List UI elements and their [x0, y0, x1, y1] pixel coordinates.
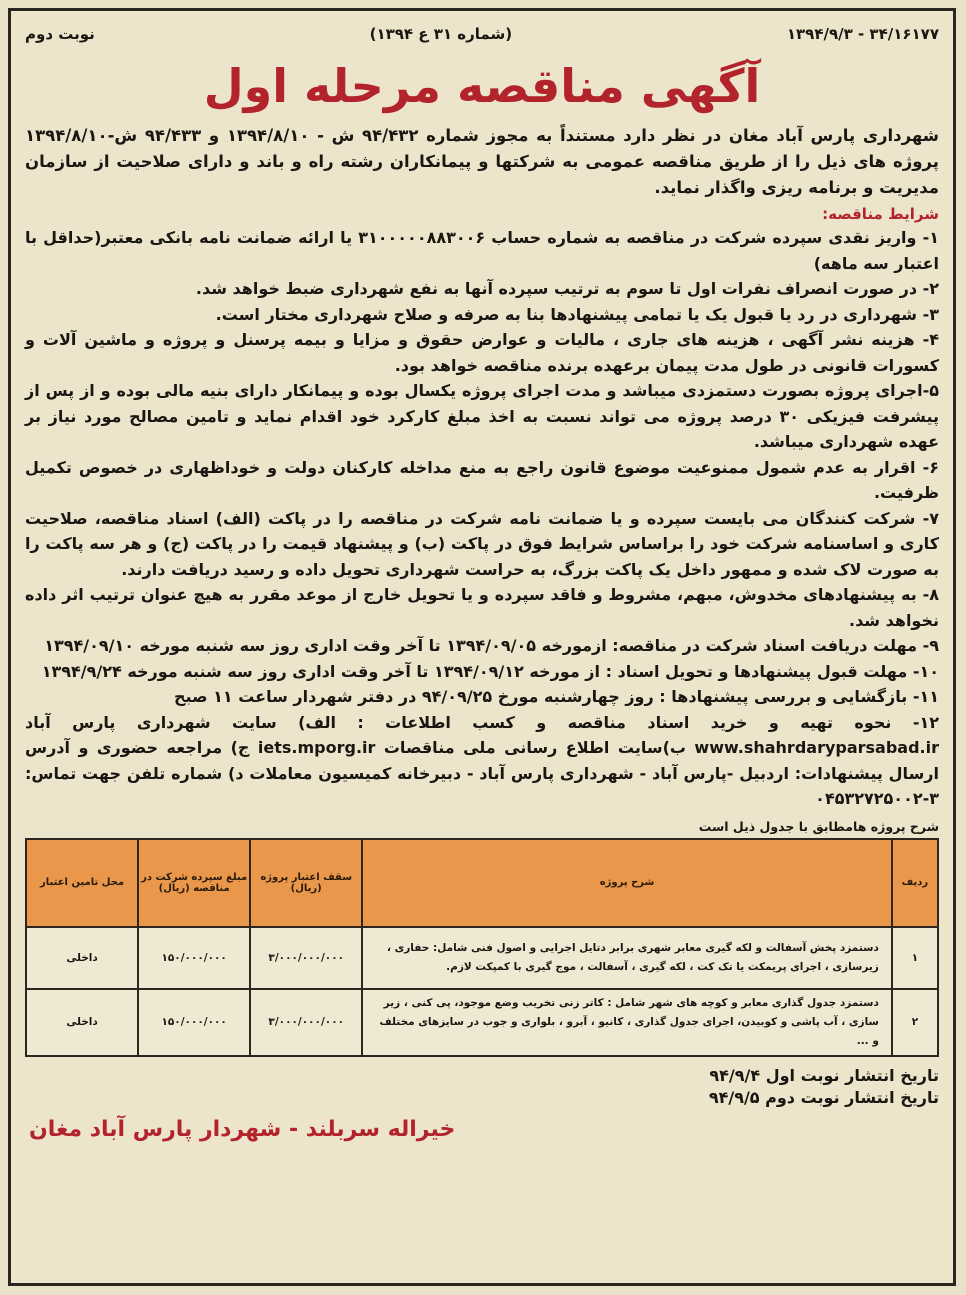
condition-item: ۴- هزینه نشر آگهی ، هزینه های جاری ، مالیات و عوارض حقوق و مزایا و بیمه پرسنل و پروژه و ماشین آلات و کسورات قانونی در طول مدت پیمان برعهده برنده مناقصه خواهد بود.	[25, 330, 939, 375]
header-funding-source: محل تامین اعتبار	[26, 839, 138, 927]
header-row-number: ردیف	[892, 839, 938, 927]
notice-title: آگهی مناقصه مرحله اول	[203, 59, 761, 113]
condition-item: ۱۲- نحوه تهیه و خرید اسناد مناقصه و کسب اطلاعات : الف) سایت شهرداری پارس آباد www.shahrdaryparsabad.ir ب)سایت اطلاع رسانی ملی مناقصات iets.mporg.ir ج) مراجعه حضوری و آدرس ارسال پیشنهادات: اردبیل -پارس آباد - شهرداری پارس آباد - دبیرخانه کمیسیون معاملات د) شماره تلفن جهت تماس: ۳-۰۴۵۳۲۷۲۵۰۰۲	[25, 712, 939, 808]
header-bar	[25, 19, 939, 49]
deposit-amount: ۱۵۰/۰۰۰/۰۰۰	[138, 927, 250, 989]
conditions-list	[25, 225, 939, 812]
project-description: دستمزد جدول گذاری معابر و کوچه های شهر شامل : کاتر زنی تخریب وضع موجود، پی کنی ، زیر سازی ، آب پاشی و کوبیدن، اجرای جدول گذاری ، کانیو ، آبرو ، بلواری و جوب در سایزهای مختلف و ...	[362, 989, 892, 1056]
reference-number: ۳۴/۱۶۱۷۷ - ۱۳۹۴/۹/۳	[786, 25, 939, 43]
row-number: ۲	[892, 989, 938, 1056]
second-publication-date: تاریخ انتشار نوبت دوم ۹۴/۹/۵	[708, 1087, 939, 1107]
header-deposit: مبلغ سپرده شرکت در مناقصه (ریال)	[138, 839, 250, 927]
publication-round: نوبت دوم	[25, 25, 95, 43]
credit-ceiling: ۳/۰۰۰/۰۰۰/۰۰۰	[250, 989, 362, 1056]
condition-item: ۲- در صورت انصراف نفرات اول تا سوم به ترتیب سپرده آنها به نفع شهرداری ضبط خواهد شد.	[195, 279, 939, 298]
table-row	[26, 989, 938, 1056]
tender-notice	[8, 8, 956, 1286]
conditions-heading: شرایط مناقصه:	[822, 205, 939, 223]
condition-item: ۱۱- بازگشایی و بررسی پیشنهادها : روز چهارشنبه مورخ ۹۴/۰۹/۲۵ در دفتر شهردار ساعت ۱۱ صبح	[174, 687, 939, 706]
mayor-signature: خیراله سربلند - شهردار پارس آباد مغان	[29, 1116, 456, 1142]
condition-item: ۷- شرکت کنندگان می بایست سپرده و یا ضمانت نامه شرکت در مناقصه را در پاکت (الف) اسناد مناقصه، صلاحیت کاری و اساسنامه شرکت خود را براساس شرایط فوق در پاکت (ب) و پیشنهاد قیمت را در پاکت (ج) و هر سه پاکت را به صورت لاک شده و ممهور داخل یک پاکت بزرگ، به حراست شهرداری تحویل داده و رسید دریافت دارند.	[25, 508, 939, 579]
condition-item: ۶- اقرار به عدم شمول ممنوعیت موضوع قانون راجع به منع مداخله کارکنان دولت و خوداظهاری در خصوص تکمیل ظرفیت.	[25, 457, 939, 502]
table-header-row	[26, 839, 938, 927]
funding-source: داخلی	[26, 989, 138, 1056]
intro-paragraph: شهرداری پارس آباد مغان در نظر دارد مستنداً به مجوز شماره ۹۴/۴۳۲ ش - ۱۳۹۴/۸/۱۰ و ۹۴/۴۳۳ ش-۱۳۹۴/۸/۱۰ پروژه های ذیل را از طریق مناقصه عمومی به شرکتها و پیمانکاران رشته راه و باند و دارای صلاحیت از سازمان مدیریت و برنامه ریزی واگذار نماید.	[25, 126, 939, 197]
funding-source: داخلی	[26, 927, 138, 989]
first-publication-date: تاریخ انتشار نوبت اول ۹۴/۹/۴	[709, 1065, 939, 1085]
project-description: دستمزد پخش آسفالت و لکه گیری معابر شهری برابر دتایل اجرایی و اصول فنی شامل: حفاری ، زیرسازی ، اجرای پریمکت یا تک کت ، لکه گیری ، آسفالت ، موج گیری با کمپکت لازم.	[362, 927, 892, 989]
credit-ceiling: ۳/۰۰۰/۰۰۰/۰۰۰	[250, 927, 362, 989]
table-row	[26, 927, 938, 989]
issue-number: (شماره ۳۱ ع ۱۳۹۴)	[369, 25, 513, 43]
projects-table	[25, 838, 939, 1057]
condition-item: ۹- مهلت دریافت اسناد شرکت در مناقصه: ازمورخه ۱۳۹۴/۰۹/۰۵ تا آخر وقت اداری روز سه شنبه مورخه ۱۳۹۴/۰۹/۱۰	[44, 636, 939, 655]
condition-item: ۱- واریز نقدی سپرده شرکت در مناقصه به شماره حساب ۳۱۰۰۰۰۰۸۸۳۰۰۶ یا ارائه ضمانت نامه بانکی معتبر(حداقل با اعتبار سه ماهه)	[25, 228, 939, 273]
deposit-amount: ۱۵۰/۰۰۰/۰۰۰	[138, 989, 250, 1056]
condition-item: ۳- شهرداری در رد یا قبول یک یا تمامی پیشنهادها بنا به صرفه و صلاح شهرداری مختار است.	[215, 304, 939, 324]
row-number: ۱	[892, 927, 938, 989]
header-credit-ceiling: سقف اعتبار پروژه (ریال)	[250, 839, 362, 927]
publication-dates	[25, 1065, 939, 1109]
condition-item: ۸- به پیشنهادهای مخدوش، مبهم، مشروط و فاقد سپرده و یا تحویل خارج از موعد مقرر به هیچ عنوان ترتیب اثر داده نخواهد شد.	[25, 585, 939, 630]
table-caption: شرح پروژه هامطابق با جدول ذیل است	[698, 818, 939, 834]
header-description: شرح پروژه	[362, 839, 892, 927]
condition-item: ۱۰- مهلت قبول پیشنهادها و تحویل اسناد : از مورخه ۱۳۹۴/۰۹/۱۲ تا آخر وقت اداری روز سه شنبه مورخه ۱۳۹۴/۹/۲۴	[41, 661, 939, 681]
condition-item: ۵-اجرای پروژه بصورت دستمزدی میباشد و مدت اجرای پروژه یکسال بوده و پیمانکار دارای بنیه مالی بوده و از پس از پیشرفت فیزیکی ۳۰ درصد پروژه می تواند نسبت به اخذ مبلغ کارکرد خود اقدام نماید و تامین مصالح مورد نیاز بر عهده شهرداری میباشد.	[25, 381, 939, 451]
